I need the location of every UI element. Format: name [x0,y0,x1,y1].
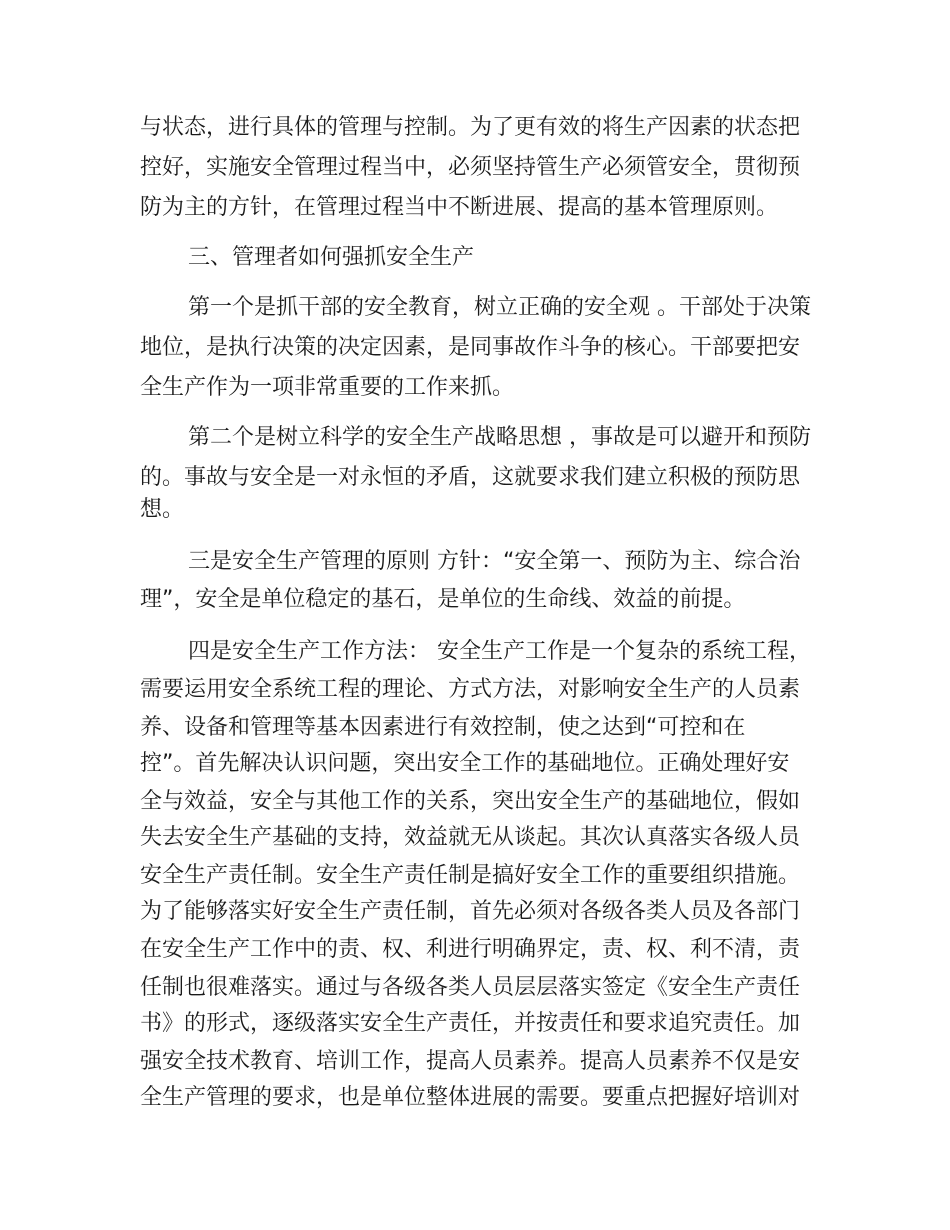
text-line: 四是安全生产工作方法： 安全生产工作是一个复杂的系统工程， [188,639,811,664]
text-line: 为了能够落实好安全生产责任制，首先必须对各级各类人员及各部门 [140,899,801,924]
text-line: 任制也很难落实。通过与各级各类人员层层落实签定《安全生产责任 [140,975,801,1000]
text-line: 需要运用安全系统工程的理论、方式方法，对影响安全生产的人员素 [140,677,801,702]
text-line: 与状态，进行具体的管理与控制。为了更有效的将生产因素的状态把 [140,115,801,140]
text-line: 理”，安全是单位稳定的基石，是单位的生命线、效益的前提。 [140,587,746,612]
text-line: 书》的形式，逐级落实安全生产责任，并按责任和要求追究责任。加 [140,1011,801,1036]
text-line: 想。 [140,497,185,522]
section-heading: 三、管理者如何强抓安全生产 [188,245,475,270]
text-line: 第二个是树立科学的安全生产战略思想 ，事故是可以避开和预防 [188,425,811,450]
text-line: 控”。首先解决认识问题，突出安全工作的基础地位。正确处理好安 [140,751,790,776]
text-line: 全生产作为一项非常重要的工作来抓。 [140,375,515,400]
text-line: 安全生产责任制。安全生产责任制是搞好安全工作的重要组织措施。 [140,863,801,888]
text-line: 的。事故与安全是一对永恒的矛盾，这就要求我们建立积极的预防思 [140,465,801,490]
text-line: 在安全生产工作中的责、权、利进行明确界定，责、权、利不清，责 [140,937,801,962]
text-line: 第一个是抓干部的安全教育，树立正确的安全观 。干部处于决策 [188,295,811,320]
text-line: 三是安全生产管理的原则 方针：“安全第一、预防为主、综合治 [188,549,801,574]
text-line: 强安全技术教育、培训工作，提高人员素养。提高人员素养不仅是安 [140,1049,801,1074]
text-line: 防为主的方针，在管理过程当中不断进展、提高的基本管理原则。 [140,195,779,220]
text-line: 地位，是执行决策的决定因素，是同事故作斗争的核心。干部要把安 [140,335,801,360]
text-line: 全与效益，安全与其他工作的关系，突出安全生产的基础地位，假如 [140,789,801,814]
text-line: 失去安全生产基础的支持，效益就无从谈起。其次认真落实各级人员 [140,825,801,850]
text-line: 全生产管理的要求，也是单位整体进展的需要。要重点把握好培训对 [140,1085,801,1110]
text-line: 养、设备和管理等基本因素进行有效控制，使之达到“可控和在 [140,715,746,740]
text-line: 控好，实施安全管理过程当中，必须坚持管生产必须管安全，贯彻预 [140,155,801,180]
